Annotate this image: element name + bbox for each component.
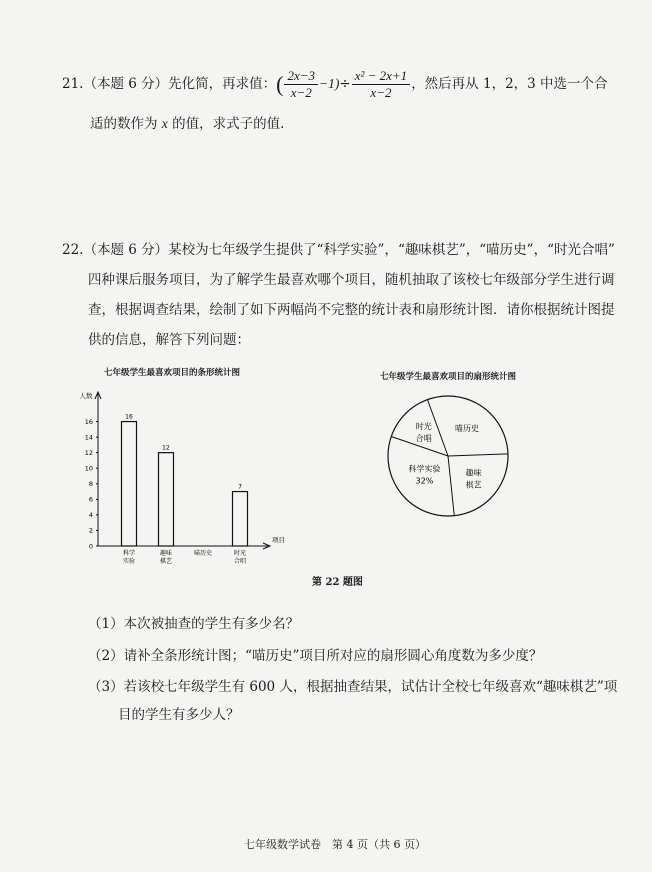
y-tick-label: 0 (88, 542, 93, 551)
q22-sub1: （1）本次被抽查的学生有多少名？ (88, 616, 300, 632)
q21-minus-one: −1) (319, 76, 340, 91)
pie-slice-value: 32% (415, 476, 434, 486)
q21-open-paren: ( (276, 71, 284, 97)
x-axis-label: 项目 (272, 536, 285, 544)
q22-number: 22. (62, 242, 84, 258)
y-tick-label: 8 (88, 480, 93, 489)
y-axis-label: 人数 (79, 392, 93, 400)
bar-chart-title: 七年级学生最喜欢项目的条形统计图 (104, 368, 241, 378)
q22-line2: 四种课后服务项目，为了解学生最喜欢哪个项目，随机抽取了该校七年级部分学生进行调 (88, 272, 615, 288)
q22-sub3-line2: 目的学生有多少人？ (118, 707, 240, 723)
x-tick-label: 时光 (233, 550, 247, 557)
y-tick-label: 14 (84, 433, 93, 442)
q22-line1-text: （本题 6 分）某校为七年级学生提供了“科学实验”，“趣味棋艺”，“喵历史”，“时光合唱” (83, 242, 615, 258)
q21-number: 21. (62, 76, 84, 92)
pie-slice-boundary (448, 454, 508, 456)
pie-slice-label: 趣味 (465, 468, 482, 478)
q21-divide-sign: ÷ (339, 76, 351, 92)
y-tick-label: 6 (88, 495, 93, 504)
bar-value-label: 16 (125, 413, 133, 421)
pie-slice-label: 合唱 (415, 434, 432, 444)
q21-line1 (62, 68, 608, 101)
pie-chart (378, 384, 528, 524)
q22-sub3-line1: （3）若该校七年级学生有 600 人，根据抽查结果，试估计全校七年级喜欢“趣味棋艺”项 (88, 679, 618, 695)
bar (159, 453, 174, 546)
q22-line4: 供的信息，解答下列问题： (88, 332, 250, 348)
q21-tag: （本题 6 分） (83, 76, 169, 92)
pie-chart-title: 七年级学生最喜欢项目的扇形统计图 (380, 372, 517, 382)
bar-value-label: 7 (238, 483, 242, 491)
figure-caption: 第 22 题图 (312, 577, 363, 588)
x-tick-label: 喵历史 (193, 550, 213, 557)
y-tick-label: 2 (88, 526, 93, 535)
y-tick-label: 4 (88, 511, 93, 520)
x-tick-label: 棋艺 (159, 558, 173, 565)
y-tick-label: 10 (84, 464, 93, 473)
bar (233, 492, 248, 546)
bar (122, 422, 137, 546)
q22-line1 (62, 240, 615, 260)
pie-slice-label: 喵历史 (455, 423, 480, 433)
pie-slice-label: 棋艺 (465, 480, 482, 490)
q22-line3: 查，根据调查结果，绘制了如下两幅尚不完整的统计表和扇形统计图．请你根据统计图提 (88, 302, 615, 318)
q21-fraction-2 (352, 68, 410, 101)
x-tick-label: 趣味 (159, 550, 173, 557)
pie-slice-boundary (448, 456, 454, 516)
x-tick-label: 合唱 (233, 558, 247, 565)
pie-slice-label: 科学实验 (408, 464, 441, 474)
y-tick-label: 12 (84, 448, 93, 457)
y-tick-label: 16 (84, 417, 93, 426)
q21-variable-x: x (161, 116, 168, 131)
q21-fraction-1 (284, 68, 318, 101)
q21-frac1-numerator: 2x−3 (284, 68, 318, 85)
x-tick-label: 实验 (122, 558, 136, 565)
q21-line2-text-b: 的值，求式子的值. (172, 116, 285, 132)
q21-line2-text-a: 适的数作为 (90, 116, 158, 132)
q22-sub2: （2）请补全条形统计图；“喵历史”项目所对应的扇形圆心角度数为多少度？ (88, 648, 543, 664)
q21-frac2-numerator: x² − 2x+1 (352, 68, 410, 85)
q21-frac1-denominator: x−2 (290, 85, 312, 100)
q21-lead: 先化简，再求值： (168, 76, 277, 92)
page-footer: 七年级数学试卷 第 4 页（共 6 页） (244, 838, 426, 851)
x-tick-label: 科学 (122, 550, 136, 557)
pie-slice-label: 时光 (415, 422, 432, 432)
q21-line2 (90, 114, 284, 134)
q21-frac2-denominator: x−2 (370, 85, 392, 100)
bar-chart (70, 384, 300, 572)
bar-value-label: 12 (162, 444, 170, 452)
q21-tail: ，然后再从 1，2，3 中选一个合 (411, 76, 608, 92)
